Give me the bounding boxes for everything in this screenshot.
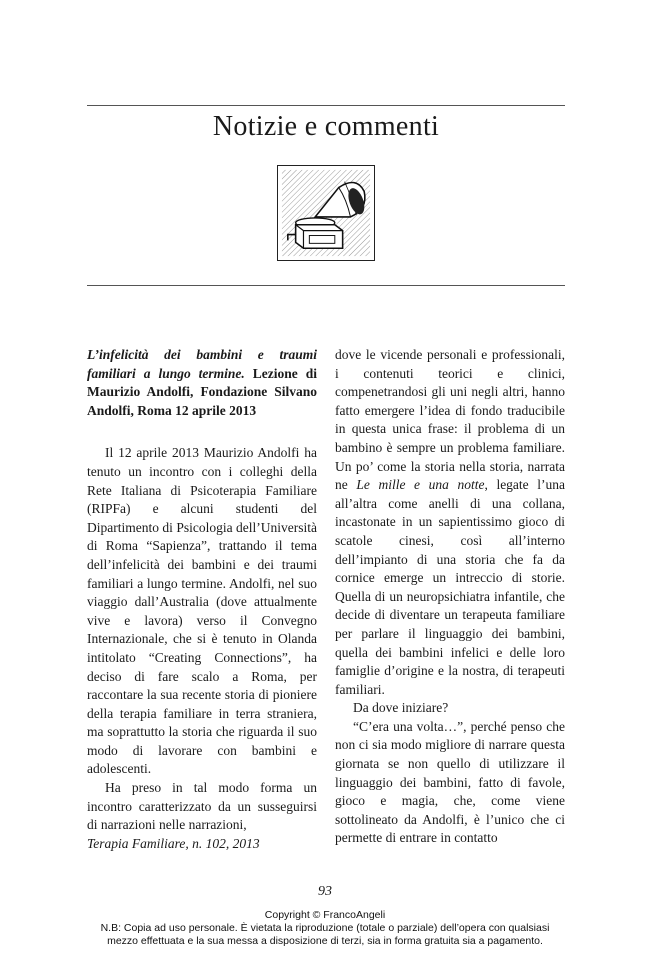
gramophone-icon bbox=[278, 166, 374, 260]
copyright-line: Copyright © FrancoAngeli bbox=[264, 909, 386, 921]
paragraph: Da dove iniziare? bbox=[353, 700, 449, 716]
paragraph: Il 12 aprile 2013 Maurizio Andolfi ha tenuto un incontro con i colleghi della Rete Italiana di Psicoterapia Familiare (RIPFa) e alcuni studenti del Dipartimento di Psicologia dell’Università di Roma “Sapienza”, trattando il tema dell’infelicità dei bambini e dei traumi familiari a lungo termine. Andolfi, nel suo viaggio dall’Australia (dove attualmente vive e lavora) verso il Convegno Internazionale, che si è tenuto in Olanda intitolato “Creating Connections”, ha deciso di fare scalo a Roma, per raccontare la sua recente storia di pioniere della terapia familiare in terra straniera, ma soprattutto la storia che riguarda il suo modo di lavorare con bambini e adolescenti. bbox=[87, 445, 317, 777]
book-title: Le mille e una notte bbox=[356, 477, 485, 493]
paragraph-text: , legate l’una all’altra come anelli di una collana, incastonate in un sapientissimo gioco di scatole cinesi, così all’interno dell’impianto di una storia che fa da cornice emerge un intreccio di storie. Quella di un neuropsichiatra infantile, che decide di diventare un terapeuta familiare per parlare il linguaggio dei bambini, quella dei bambini infelici e delle loro famiglie d’origine e la nostra, di terapeuti familiari. bbox=[335, 477, 566, 697]
paragraph-text: dove le vicende personali e professionali, i contenuti teorici e clinici, compenetrandosi gli uni negli altri, hanno fatto emergere l’idea di fondo traducibile in questa unica frase: il problema di un bambino è sempre un problema familiare. Un po’ come la storia nella storia, narrata ne bbox=[335, 347, 565, 493]
top-rule bbox=[87, 105, 565, 106]
gramophone-emblem bbox=[277, 165, 375, 261]
right-column bbox=[335, 346, 565, 848]
left-column bbox=[87, 346, 317, 835]
copyright-notice bbox=[0, 909, 650, 948]
section-title: Notizie e commenti bbox=[212, 111, 440, 142]
article-heading-title: L’infelicità dei bambini e traumi familiari a lungo termine. bbox=[87, 347, 317, 381]
paragraph: “C’era una volta…”, perché penso che non ci sia modo migliore di narrare questa giornata se non quello di utilizzare il linguaggio dei bambini, fatto di favole, gioco e magia, che, come viene sottolineato da Andolfi, è l’unico che ci permette di entrare in contatto bbox=[335, 718, 565, 846]
copyright-line: N.B: Copia ad uso personale. È vietata la riproduzione (totale o parziale) dell’opera con qualsiasi bbox=[100, 922, 550, 934]
bottom-rule bbox=[87, 285, 565, 286]
article-heading-details: Lezione di Maurizio Andolfi, Fondazione Silvano Andolfi, Roma 12 aprile 2013 bbox=[87, 365, 317, 418]
paragraph: Ha preso in tal modo forma un incontro caratterizzato da un susseguirsi di narrazioni nelle narrazioni, bbox=[87, 780, 317, 833]
journal-reference: Terapia Familiare, n. 102, 2013 bbox=[87, 836, 260, 851]
paragraph bbox=[335, 346, 565, 699]
copyright-line: mezzo effettuata e la sua messa a disposizione di terzi, sia in forma gratuita sia a pagamento. bbox=[107, 935, 543, 947]
article-heading bbox=[87, 346, 317, 420]
page-number: 93 bbox=[318, 884, 332, 899]
